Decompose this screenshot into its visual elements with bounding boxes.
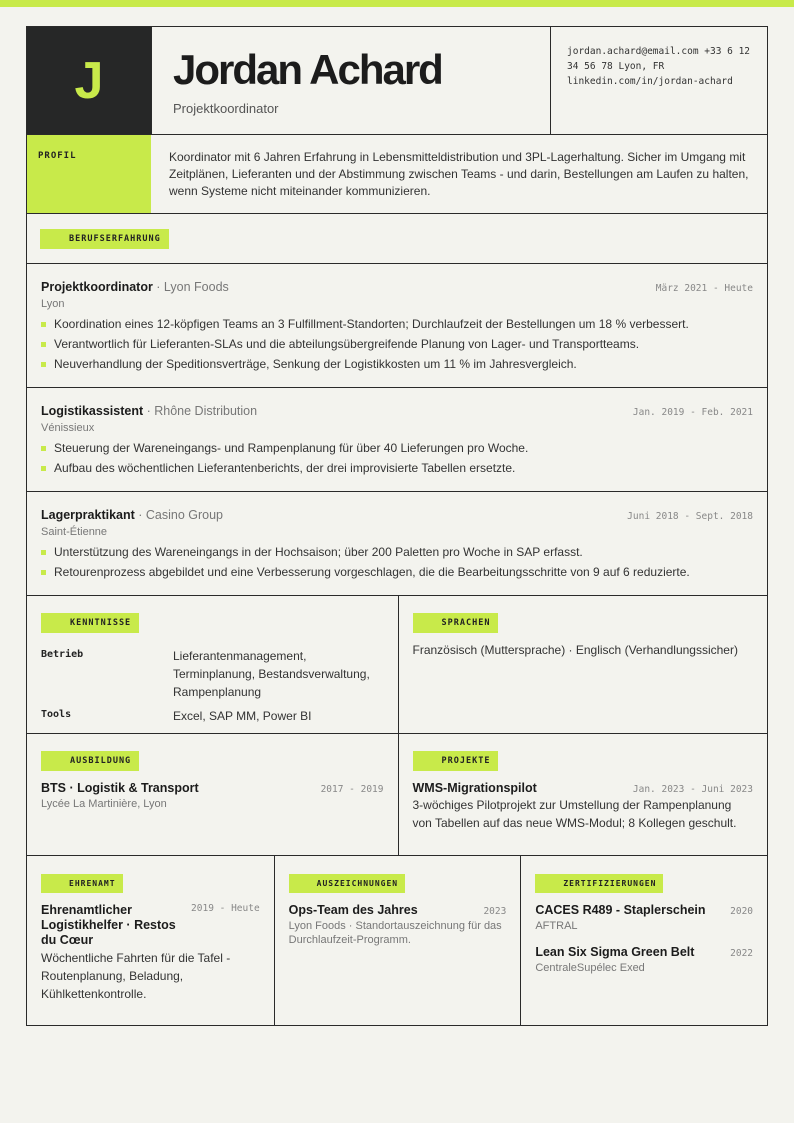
job-bullet: Unterstützung des Wareneingangs in der Hochsaison; über 200 Paletten pro Woche in SAP erfasst. [41, 542, 753, 562]
job-entry [27, 492, 767, 596]
volunteer-title: Ehrenamtlicher Logistikhelfer · Restos du Cœur [41, 903, 176, 947]
skills-section [27, 596, 398, 733]
resume-sheet [26, 26, 768, 1026]
profile-section [27, 135, 767, 214]
skills-languages-row [27, 596, 767, 734]
education-title: BTS · Logistik & Transport [41, 781, 199, 795]
certification-issuer: CentraleSupélec Exed [535, 962, 645, 974]
skills-label: KENNTNISSE [41, 613, 139, 633]
profile-label: PROFIL [27, 135, 151, 213]
education-label: AUSBILDUNG [41, 751, 139, 771]
skill-value: Lieferantenmanagement, Terminplanung, Bestandsverwaltung, Rampenplanung [173, 649, 370, 699]
contact-phone-city: 34 56 78 Lyon, FR [567, 61, 665, 72]
top-accent-bar [0, 0, 794, 7]
name-block [151, 27, 550, 134]
project-dates: Jan. 2023 - Juni 2023 [632, 784, 753, 795]
project-description: 3-wöchiges Pilotprojekt zur Umstellung der Rampenplanung von Tabellen auf das neue WMS-Modul; 8 Kollegen geschult. [412, 798, 737, 830]
job-bullets [41, 438, 753, 478]
education-school: Lycée La Martinière, Lyon [41, 798, 167, 810]
job-bullet: Koordination eines 12-köpfigen Teams an 3 Fulfillment-Standorten; Durchlaufzeit der Bestellungen um 18 % verbessert. [41, 314, 753, 334]
award-title: Ops-Team des Jahres [288, 903, 418, 917]
languages-text: Französisch (Muttersprache) · Englisch (Verhandlungssicher) [412, 643, 738, 657]
job-company: · Casino Group [134, 508, 224, 522]
projects-label: PROJEKTE [413, 751, 499, 771]
skill-key: Tools [41, 709, 72, 720]
job-company: · Rhône Distribution [143, 404, 258, 418]
skill-row [41, 647, 384, 701]
experience-label: BERUFSERFAHRUNG [40, 229, 169, 249]
certification-title: CACES R489 - Staplerschein [535, 903, 706, 917]
certification-issuer: AFTRAL [535, 920, 578, 932]
certification-title: Lean Six Sigma Green Belt [535, 945, 695, 959]
languages-label: SPRACHEN [413, 613, 499, 633]
volunteer-description: Wöchentliche Fahrten für die Tafel - Routenplanung, Beladung, Kühlkettenkontrolle. [41, 951, 231, 1001]
full-name: Jordan Achard [173, 46, 442, 93]
education-projects-row [27, 734, 767, 856]
job-location: Lyon [41, 298, 65, 310]
skill-key: Betrieb [41, 649, 84, 660]
job-bullet: Neuverhandlung der Speditionsverträge, Senkung der Logistikkosten um 11 % im Jahresvergleich. [41, 354, 753, 374]
job-location: Saint-Étienne [41, 526, 108, 538]
awards-section [274, 856, 521, 1025]
certification-year: 2022 [730, 948, 754, 959]
volunteer-label: EHRENAMT [41, 874, 123, 893]
job-bullets [41, 542, 753, 582]
skill-value: Excel, SAP MM, Power BI [173, 709, 312, 723]
job-title: Projektkoordinator [41, 280, 153, 294]
job-bullets [41, 314, 753, 374]
project-title: WMS-Migrationspilot [412, 781, 537, 795]
education-section [27, 734, 398, 855]
job-dates: März 2021 - Heute [655, 283, 753, 294]
certification-year: 2020 [730, 906, 754, 917]
job-title: Logistikassistent [41, 404, 144, 418]
volunteer-dates: 2019 - Heute [191, 903, 260, 914]
education-dates: 2017 - 2019 [320, 784, 384, 795]
job-entry [27, 264, 767, 388]
job-bullet: Aufbau des wöchentlichen Lieferantenberichts, der drei improvisierte Tabellen ersetzte. [41, 458, 753, 478]
awards-label: AUSZEICHNUNGEN [289, 874, 405, 893]
contact-email-phone[interactable]: jordan.achard@email.com +33 6 12 [567, 46, 751, 57]
certifications-section [520, 856, 767, 1025]
job-role: Projektkoordinator [173, 101, 279, 116]
job-company: · Lyon Foods [152, 280, 229, 294]
job-bullet: Retourenprozess abgebildet und eine Verbesserung vorgeschlagen, die die Bearbeitungsschritte von 9 auf 6 reduzierte. [41, 562, 753, 582]
languages-section [398, 596, 768, 733]
certifications-label: ZERTIFIZIERUNGEN [535, 874, 663, 893]
profile-text: Koordinator mit 6 Jahren Erfahrung in Lebensmitteldistribution und 3PL-Lagerhaltung. Sicher im Umgang mit Zeitplänen, Lieferanten und der Abstimmung zwischen Teams - und darin, Bestellungen am Laufen zu halten, wenn Systeme nicht miteinander kommunizieren. [169, 150, 749, 198]
experience-header [27, 214, 767, 264]
skill-row [41, 707, 384, 725]
contact-block [550, 27, 767, 134]
job-bullet: Verantwortlich für Lieferanten-SLAs und die abteilungsübergreifende Planung von Lager- und Transportteams. [41, 334, 753, 354]
job-entry [27, 388, 767, 492]
monogram: J [27, 27, 151, 134]
volunteer-section [27, 856, 274, 1025]
job-dates: Jan. 2019 - Feb. 2021 [632, 407, 753, 418]
header [27, 27, 767, 135]
job-title: Lagerpraktikant [41, 508, 135, 522]
job-location: Vénissieux [41, 422, 95, 434]
extras-row [27, 856, 767, 1025]
contact-linkedin[interactable]: linkedin.com/in/jordan-achard [567, 76, 733, 87]
job-bullet: Steuerung der Wareneingangs- und Rampenplanung für über 40 Lieferungen pro Woche. [41, 438, 753, 458]
projects-section [398, 734, 768, 855]
award-description: Lyon Foods · Standortauszeichnung für das Durchlaufzeit-Programm. [288, 920, 502, 946]
job-dates: Juni 2018 - Sept. 2018 [627, 511, 753, 522]
award-year: 2023 [483, 906, 507, 917]
